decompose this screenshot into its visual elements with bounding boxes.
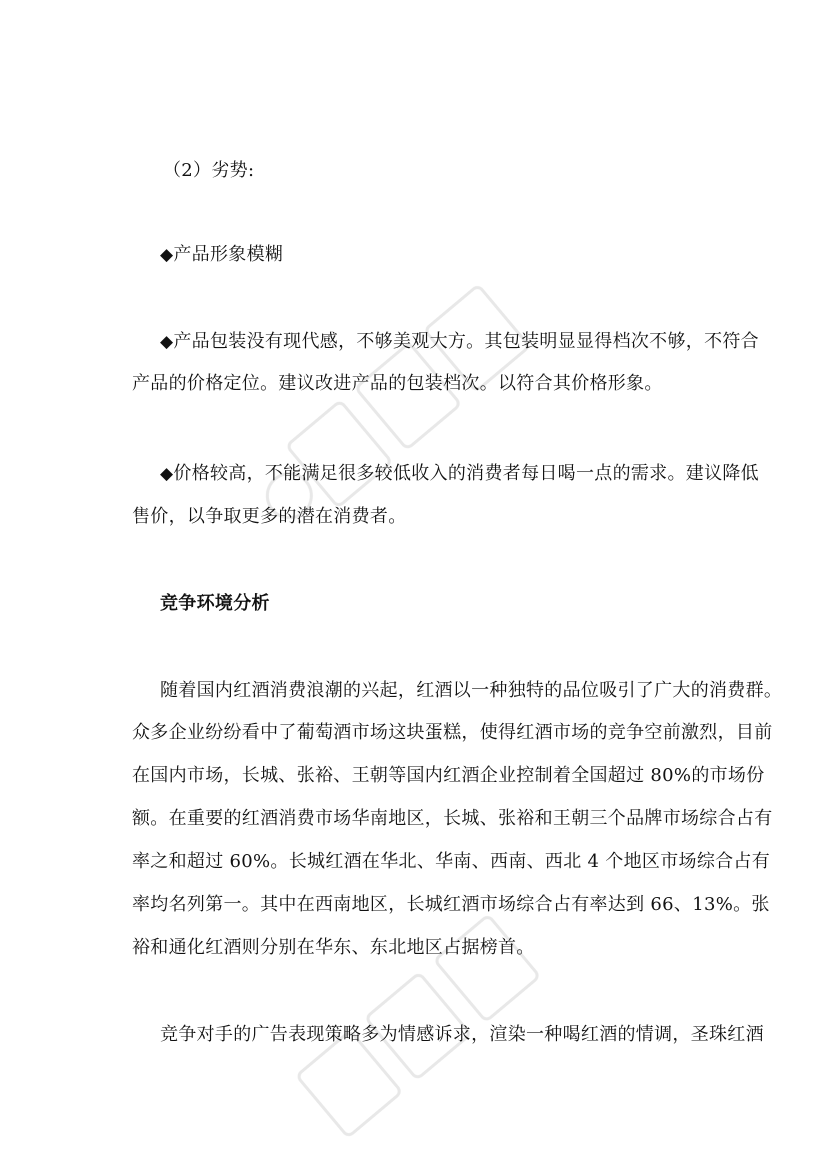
- bullet-item: [160, 462, 759, 486]
- diamond-bullet-icon: ◆: [160, 332, 174, 352]
- paragraph-line: 裕和通化红酒则分别在华东、东北地区占据榜首。: [132, 937, 535, 958]
- bullet-text-line: 价格较高，不能满足很多较低收入的消费者每日喝一点的需求。建议降低: [173, 463, 759, 484]
- paragraph-line: 额。在重要的红酒消费市场华南地区，长城、张裕和王朝三个品牌市场综合占有: [132, 808, 773, 829]
- section-title: 竞争环境分析: [160, 593, 270, 614]
- bullet-text-line: 产品包装没有现代感，不够美观大方。其包装明显显得档次不够，不符合: [173, 331, 759, 352]
- bullet-text-line: 产品的价格定位。建议改进产品的包装档次。以符合其价格形象。: [132, 373, 663, 394]
- bullet-item: [160, 243, 283, 267]
- paragraph-line: 众多企业纷纷看中了葡萄酒市场这块蛋糕，使得红酒市场的竞争空前激烈，目前: [132, 722, 773, 743]
- paragraph-line: 率均名列第一。其中在西南地区，长城红酒市场综合占有率达到 66、13%。张: [132, 894, 770, 915]
- bullet-text-line: 售价，以争取更多的潜在消费者。: [132, 506, 407, 527]
- weakness-subheading: （2）劣势:: [163, 160, 255, 181]
- paragraph-line: 在国内市场，长城、张裕、王朝等国内红酒企业控制着全国超过 80%的市场份: [132, 765, 765, 786]
- paragraph-line: 率之和超过 60%。长城红酒在华北、华南、西南、西北 4 个地区市场综合占有: [132, 851, 771, 872]
- diamond-bullet-icon: ◆: [160, 464, 174, 484]
- paragraph-line: 随着国内红酒消费浪潮的兴起，红酒以一种独特的品位吸引了广大的消费群。: [160, 680, 783, 701]
- bullet-item: [160, 330, 759, 354]
- paragraph-line: 竞争对手的广告表现策略多为情感诉求，渲染一种喝红酒的情调，圣珠红酒: [160, 1024, 764, 1045]
- diamond-bullet-icon: ◆: [160, 245, 174, 265]
- bullet-text-line: 产品形象模糊: [173, 244, 284, 265]
